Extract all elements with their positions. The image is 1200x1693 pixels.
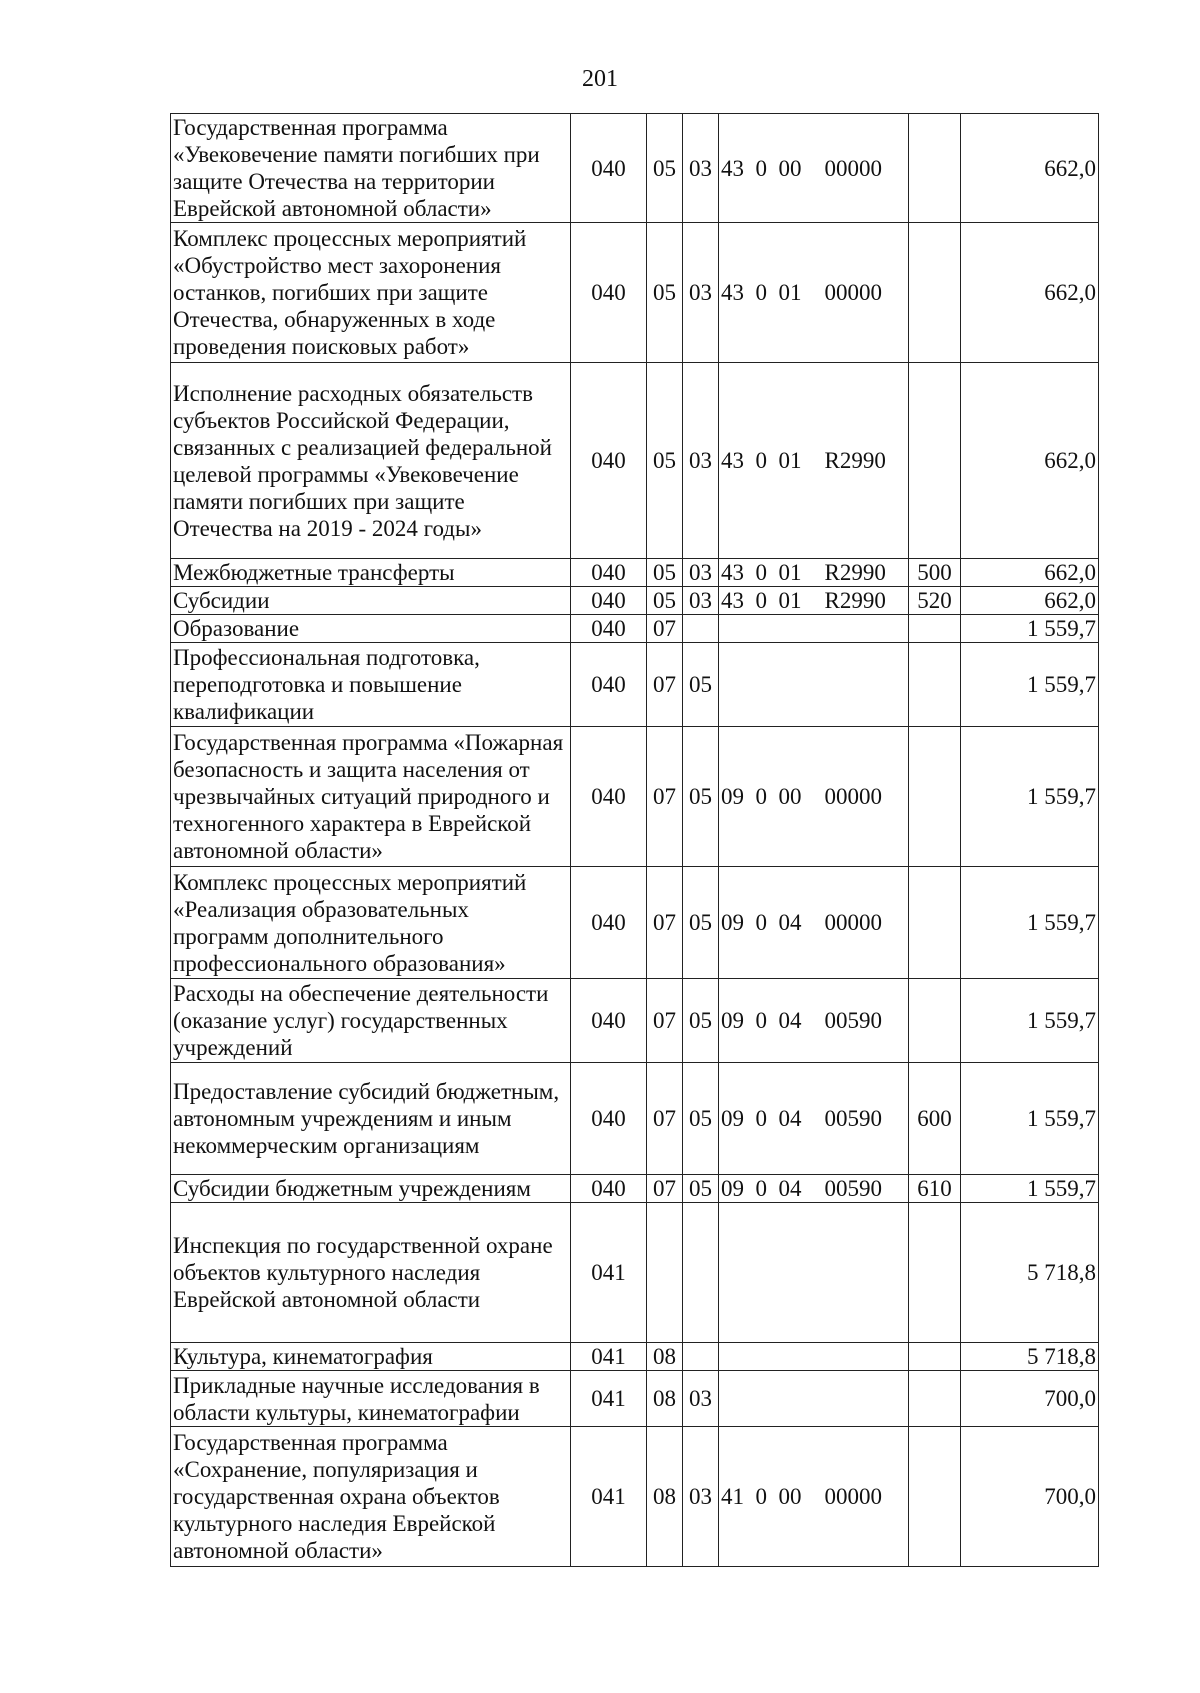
table-row (171, 223, 1099, 363)
row-vr (909, 223, 961, 363)
table-row (171, 1203, 1099, 1343)
row-sum: 1 559,7 (961, 727, 1099, 867)
row-rz: 05 (647, 363, 683, 559)
row-csr: 43 0 01 R2990 (719, 559, 909, 587)
row-rz (647, 1203, 683, 1343)
row-name: Государственная программа «Пожарная безопасность и защита населения от чрезвычайных ситуаций природного и техногенного характера в Еврейской автономной области» (171, 727, 571, 867)
row-pr: 03 (683, 1371, 719, 1427)
row-sum: 700,0 (961, 1427, 1099, 1567)
table-row (171, 1427, 1099, 1567)
row-csr: 09 0 04 00000 (719, 867, 909, 979)
row-rz: 07 (647, 1063, 683, 1175)
row-ved: 040 (571, 114, 647, 223)
row-pr: 03 (683, 1427, 719, 1567)
row-sum: 1 559,7 (961, 979, 1099, 1063)
row-vr (909, 1203, 961, 1343)
row-rz: 07 (647, 643, 683, 727)
row-name: Субсидии бюджетным учреждениям (171, 1175, 571, 1203)
row-csr (719, 615, 909, 643)
row-sum: 662,0 (961, 223, 1099, 363)
row-vr: 600 (909, 1063, 961, 1175)
row-ved: 041 (571, 1203, 647, 1343)
row-ved: 041 (571, 1343, 647, 1371)
budget-table (170, 113, 1099, 1567)
row-rz: 08 (647, 1343, 683, 1371)
row-csr: 43 0 01 00000 (719, 223, 909, 363)
row-ved: 040 (571, 979, 647, 1063)
row-vr (909, 727, 961, 867)
row-vr (909, 643, 961, 727)
row-csr: 09 0 04 00590 (719, 979, 909, 1063)
table-row (171, 979, 1099, 1063)
row-pr: 03 (683, 223, 719, 363)
row-ved: 040 (571, 727, 647, 867)
row-ved: 040 (571, 1063, 647, 1175)
row-pr: 05 (683, 867, 719, 979)
row-sum: 662,0 (961, 587, 1099, 615)
row-ved: 041 (571, 1371, 647, 1427)
row-pr: 05 (683, 727, 719, 867)
row-ved: 040 (571, 559, 647, 587)
row-ved: 040 (571, 223, 647, 363)
table-row (171, 615, 1099, 643)
row-pr: 05 (683, 1063, 719, 1175)
row-rz: 08 (647, 1427, 683, 1567)
row-vr (909, 615, 961, 643)
row-name: Культура, кинематография (171, 1343, 571, 1371)
row-name: Инспекция по государственной охране объектов культурного наследия Еврейской автономной области (171, 1203, 571, 1343)
row-pr (683, 615, 719, 643)
row-pr: 03 (683, 114, 719, 223)
row-ved: 040 (571, 587, 647, 615)
row-csr: 43 0 00 00000 (719, 114, 909, 223)
row-pr: 05 (683, 643, 719, 727)
table-row (171, 867, 1099, 979)
row-name: Исполнение расходных обязательств субъектов Российской Федерации, связанных с реализацией федеральной целевой программы «Увековечение памяти погибших при защите Отечества на 2019 - 2024 годы» (171, 363, 571, 559)
row-rz: 07 (647, 615, 683, 643)
row-pr: 03 (683, 559, 719, 587)
table-row (171, 1343, 1099, 1371)
row-name: Предоставление субсидий бюджетным, автономным учреждениям и иным некоммерческим организациям (171, 1063, 571, 1175)
table-row (171, 1175, 1099, 1203)
row-sum: 1 559,7 (961, 1063, 1099, 1175)
row-sum: 1 559,7 (961, 1175, 1099, 1203)
row-name: Комплекс процессных мероприятий «Реализация образовательных программ дополнительного профессионального образования» (171, 867, 571, 979)
row-csr: 43 0 01 R2990 (719, 363, 909, 559)
table-row (171, 643, 1099, 727)
row-csr: 09 0 04 00590 (719, 1063, 909, 1175)
row-ved: 040 (571, 363, 647, 559)
row-pr (683, 1203, 719, 1343)
page-number: 201 (582, 66, 618, 92)
row-vr (909, 1427, 961, 1567)
row-rz: 05 (647, 559, 683, 587)
row-pr: 03 (683, 363, 719, 559)
row-rz: 05 (647, 223, 683, 363)
row-name: Государственная программа «Сохранение, популяризация и государственная охрана объектов культурного наследия Еврейской автономной области» (171, 1427, 571, 1567)
row-rz: 08 (647, 1371, 683, 1427)
row-rz: 07 (647, 1175, 683, 1203)
row-rz: 07 (647, 979, 683, 1063)
row-csr: 41 0 00 00000 (719, 1427, 909, 1567)
row-name: Субсидии (171, 587, 571, 615)
row-name: Межбюджетные трансферты (171, 559, 571, 587)
row-pr: 05 (683, 979, 719, 1063)
table-row (171, 727, 1099, 867)
row-csr (719, 643, 909, 727)
row-pr: 03 (683, 587, 719, 615)
row-name: Профессиональная подготовка, переподготовка и повышение квалификации (171, 643, 571, 727)
row-rz: 07 (647, 867, 683, 979)
row-name: Образование (171, 615, 571, 643)
row-ved: 040 (571, 867, 647, 979)
row-vr (909, 1371, 961, 1427)
row-vr (909, 1343, 961, 1371)
row-ved: 041 (571, 1427, 647, 1567)
row-ved: 040 (571, 1175, 647, 1203)
table-row (171, 587, 1099, 615)
row-ved: 040 (571, 615, 647, 643)
row-ved: 040 (571, 643, 647, 727)
row-sum: 662,0 (961, 559, 1099, 587)
row-pr: 05 (683, 1175, 719, 1203)
table-row (171, 114, 1099, 223)
row-sum: 5 718,8 (961, 1203, 1099, 1343)
row-vr (909, 363, 961, 559)
row-name: Государственная программа «Увековечение памяти погибших при защите Отечества на территории Еврейской автономной области» (171, 114, 571, 223)
row-sum: 700,0 (961, 1371, 1099, 1427)
row-csr (719, 1371, 909, 1427)
row-rz: 07 (647, 727, 683, 867)
row-vr: 500 (909, 559, 961, 587)
row-csr: 09 0 00 00000 (719, 727, 909, 867)
table-row (171, 559, 1099, 587)
row-name: Расходы на обеспечение деятельности (оказание услуг) государственных учреждений (171, 979, 571, 1063)
row-vr (909, 979, 961, 1063)
row-csr (719, 1343, 909, 1371)
row-csr (719, 1203, 909, 1343)
row-pr (683, 1343, 719, 1371)
row-sum: 1 559,7 (961, 643, 1099, 727)
row-vr (909, 867, 961, 979)
row-sum: 5 718,8 (961, 1343, 1099, 1371)
table-row (171, 1371, 1099, 1427)
table-row (171, 1063, 1099, 1175)
row-vr: 610 (909, 1175, 961, 1203)
row-vr: 520 (909, 587, 961, 615)
row-csr: 09 0 04 00590 (719, 1175, 909, 1203)
row-csr: 43 0 01 R2990 (719, 587, 909, 615)
row-rz: 05 (647, 114, 683, 223)
row-sum: 1 559,7 (961, 867, 1099, 979)
row-vr (909, 114, 961, 223)
row-name: Прикладные научные исследования в области культуры, кинематографии (171, 1371, 571, 1427)
row-rz: 05 (647, 587, 683, 615)
row-sum: 662,0 (961, 114, 1099, 223)
row-name: Комплекс процессных мероприятий «Обустройство мест захоронения останков, погибших при защите Отечества, обнаруженных в ходе проведения поисковых работ» (171, 223, 571, 363)
row-sum: 1 559,7 (961, 615, 1099, 643)
row-sum: 662,0 (961, 363, 1099, 559)
table-row (171, 363, 1099, 559)
